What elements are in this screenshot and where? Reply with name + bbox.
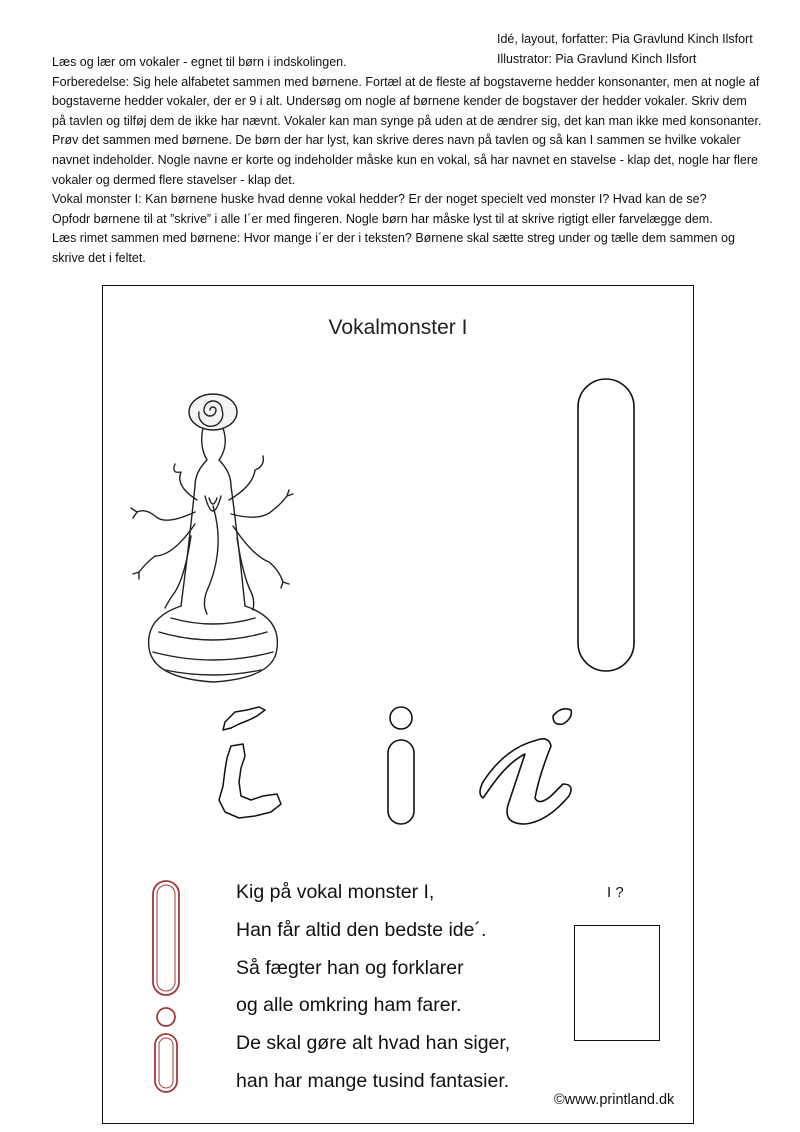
intro-paragraph: Læs og lær om vokaler - egnet til børn i indskolingen. [52, 55, 347, 69]
poem [236, 874, 510, 1101]
cursive-i-outline-icon [479, 706, 583, 828]
textured-lowercase-i-icon [207, 704, 287, 826]
copyright: ©www.printland.dk [554, 1092, 675, 1108]
worksheet [102, 285, 694, 1124]
small-i-outlines-icon [148, 878, 184, 1096]
intro-paragraph: Læs rimet sammen med børnene: Hvor mange i´er der i teksten? Børnene skal sætte streg under og tælle dem sammen og skrive det i feltet. [52, 231, 735, 265]
capital-i-outline-icon [575, 376, 637, 676]
poem-line: og alle omkring ham farer. [236, 994, 462, 1017]
intro-paragraph: Opfodr børnene til at ”skrive” i alle I´er med fingeren. Nogle børn har måske lyst til at skrive rigtigt eller farvelægge dem. [52, 211, 713, 226]
lowercase-i-outline-icon [383, 704, 419, 828]
poem-line: Kig på vokal monster I, [236, 881, 435, 903]
poem-line: Så fægter han og forklarer [236, 956, 464, 979]
monster-illustration [125, 386, 295, 691]
intro-text [52, 53, 764, 269]
poem-line: De skal gøre alt hvad han siger, [236, 1032, 511, 1055]
answer-box[interactable] [574, 925, 660, 1041]
credits-idea: Idé, layout, forfatter: Pia Gravlund Kinch Ilsfort [497, 32, 753, 46]
poem-line: Han får altid den bedste ide´. [236, 918, 487, 941]
intro-paragraph: Forberedelse: Sig hele alfabetet sammen med børnene. Fortæl at de fleste af bogstaverne hedder konsonanter, men at nogle af bogstaverne hedder vokaler, der er 9 i alt. Undersøg om nogle af børnene kender de bogstaver der hedder vokaler. Skriv dem på tavlen og tilføj dem de ikke har nævnt. Vokaler kan man synge på uden at de ændrer sig, det kan man ikke med konsonanter. Prøv det sammen med børnene. De børn der har lyst, kan skrive deres navn på tavlen og så kan I sammen se hvilke vokaler navnet indeholder. Nogle navne er korte og indeholder måske kun en vokal, så har navnet en stavelse - klap det, nogle har flere vokaler og dermed flere stavelser - klap det. [52, 74, 762, 187]
count-question-label: I ? [607, 884, 624, 901]
worksheet-title: Vokalmonster I [328, 316, 468, 339]
intro-paragraph: Vokal monster I: Kan børnene huske hvad denne vokal hedder? Er der noget specielt ved monster I? Hvad kan de se? [52, 192, 707, 207]
credits-illustrator: Illustrator: Pia Gravlund Kinch Ilsfort [497, 52, 697, 66]
poem-line: han har mange tusind fantasier. [236, 1069, 510, 1092]
